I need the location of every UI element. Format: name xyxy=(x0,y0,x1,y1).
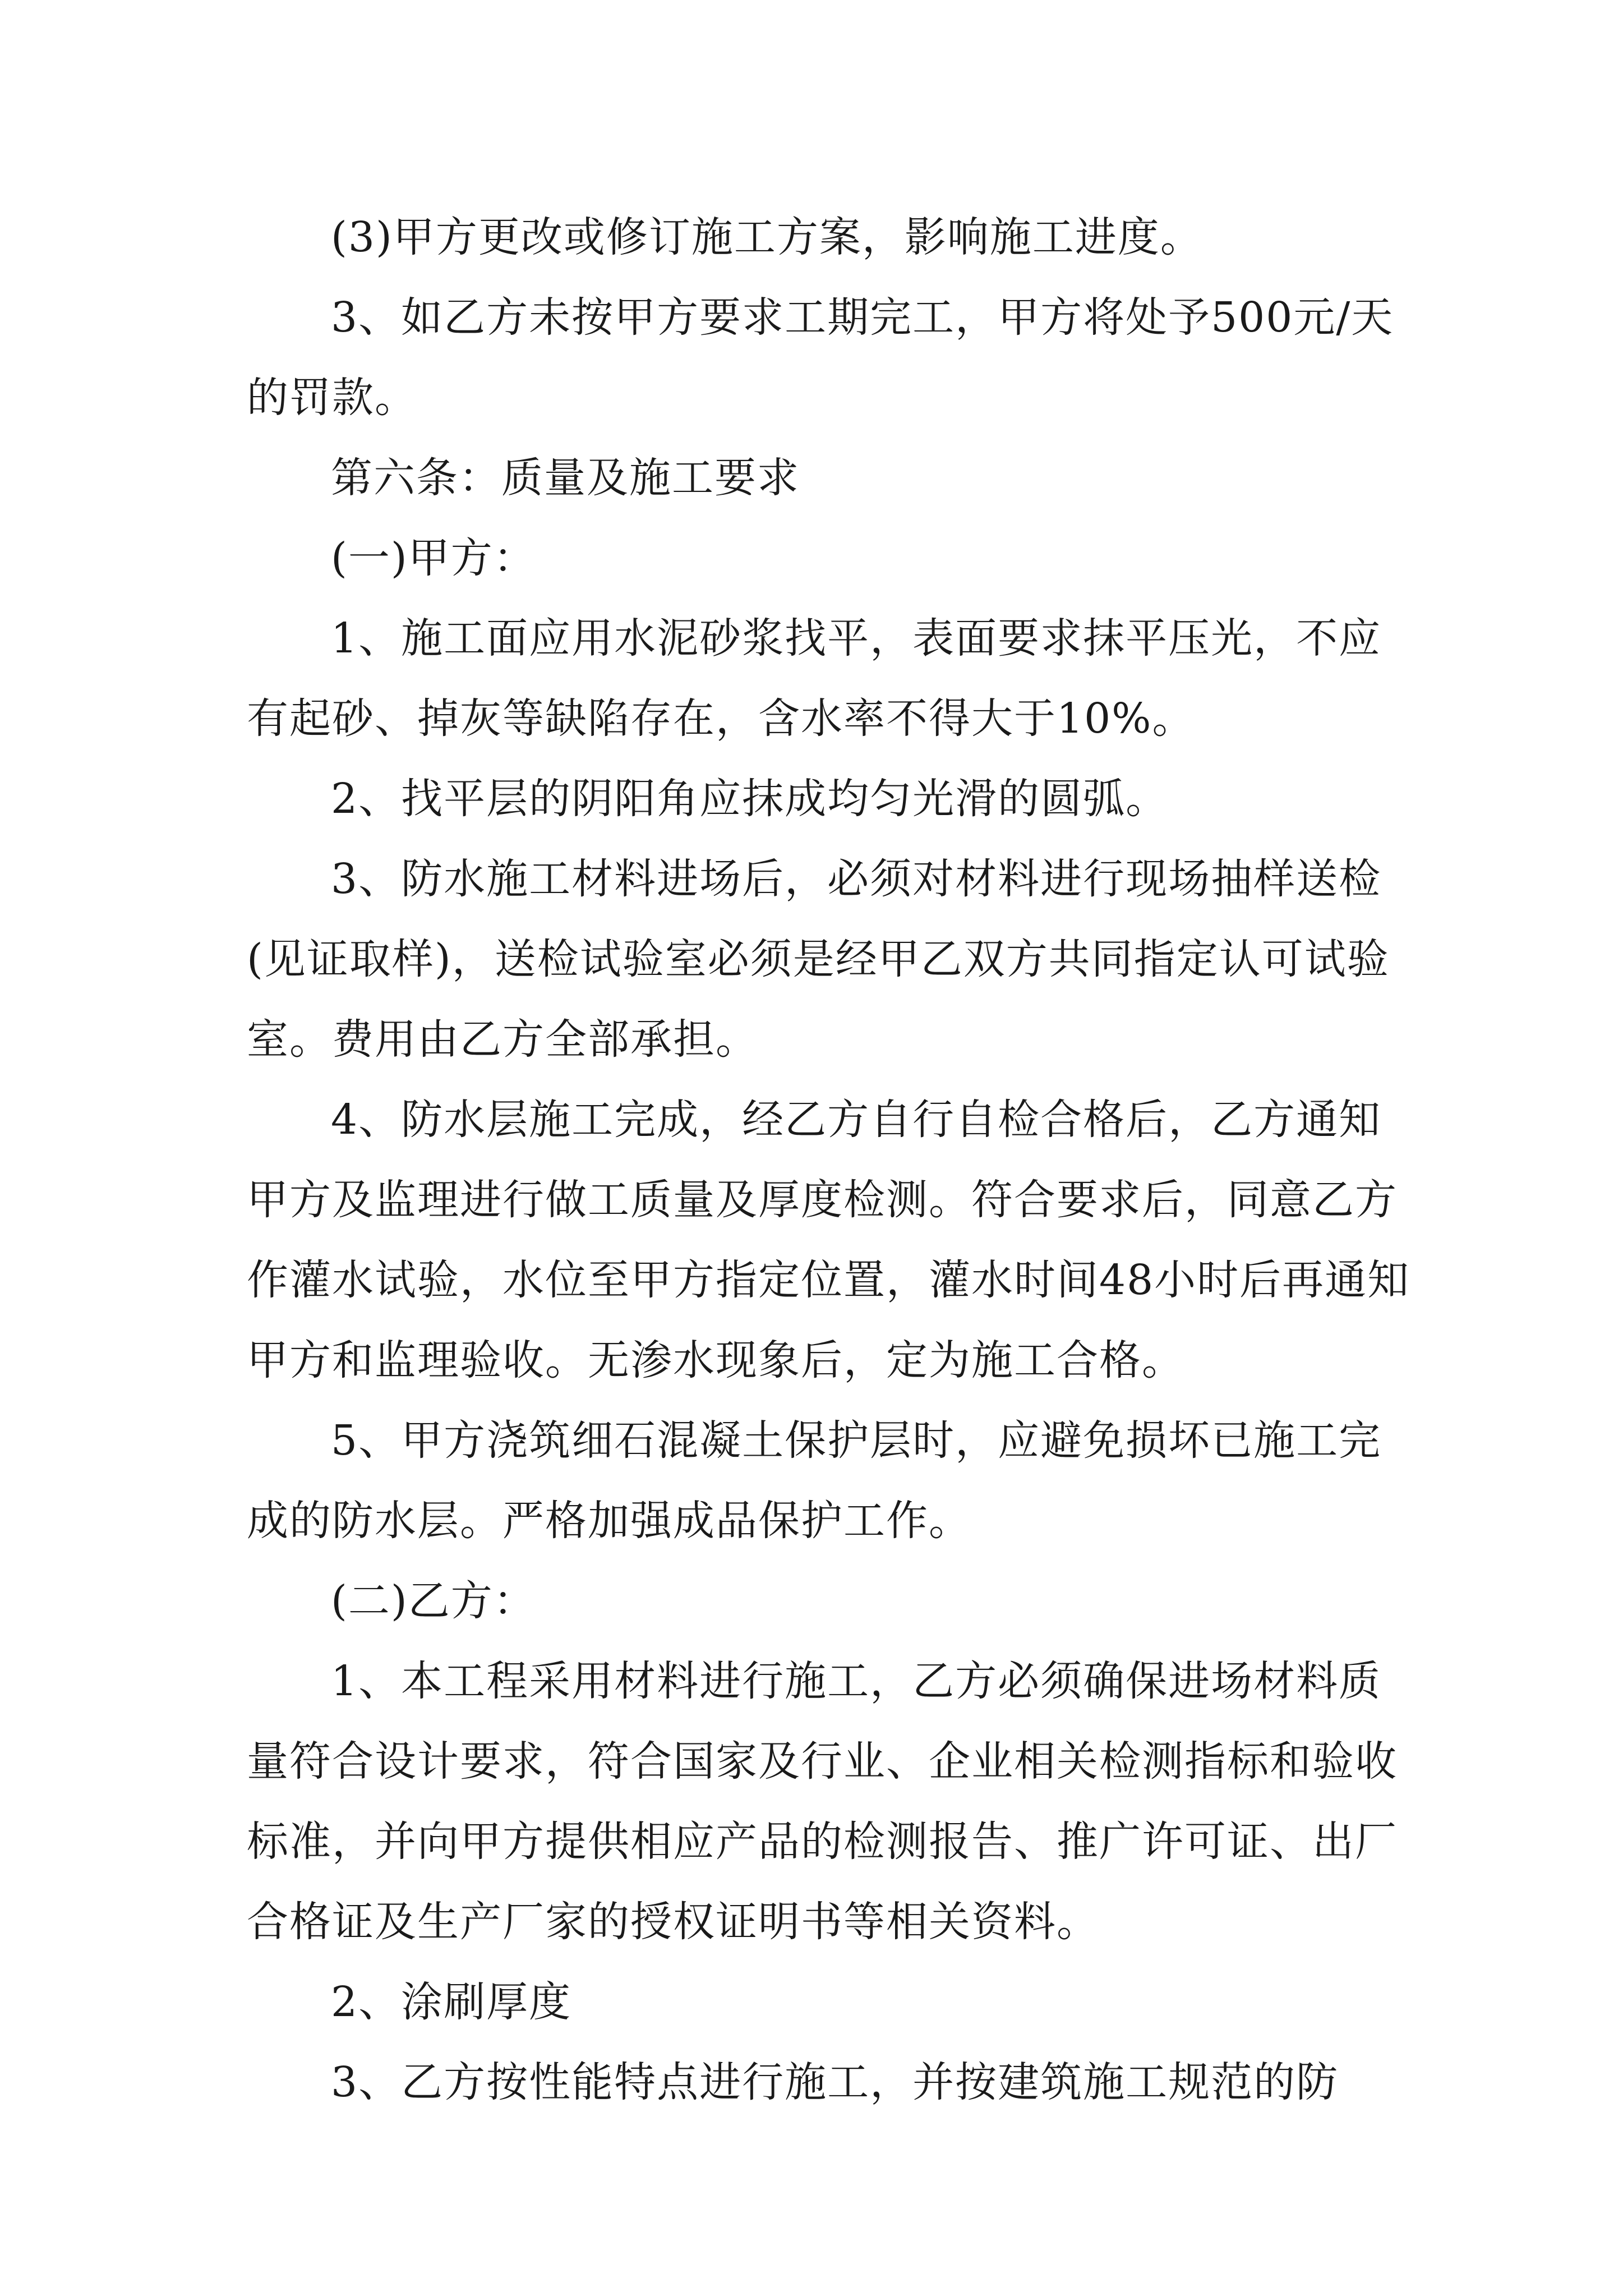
party-a-item-3: 3、防水施工材料进场后，必须对材料进行现场抽样送检(见证取样)，送检试验室必须是经甲乙双方共同指定认可试验室。费用由乙方全部承担。 xyxy=(247,855,1390,1064)
paragraph-delay-reason-3: (3)甲方更改或修订施工方案，影响施工进度。 xyxy=(331,213,1203,261)
party-b-item-2: 2、涂刷厚度 xyxy=(331,1978,572,2026)
party-a-item-4: 4、防水层施工完成，经乙方自行自检合格后，乙方通知甲方及监理进行做工质量及厚度检测。符合要求后，同意乙方作灌水试验，水位至甲方指定位置，灌水时间48小时后再通知甲方和监理验收。无渗水现象后，定为施工合格。 xyxy=(247,1096,1410,1384)
party-b-item-1: 1、本工程采用材料进行施工，乙方必须确保进场材料质量符合设计要求，符合国家及行业、企业相关检测指标和验收标准，并向甲方提供相应产品的检测报告、推广许可证、出厂合格证及生产厂家的授权证明书等相关资料。 xyxy=(247,1657,1398,1946)
party-a-item-1: 1、施工面应用水泥砂浆找平，表面要求抹平压光，不应有起砂、掉灰等缺陷存在，含水率不得大于10%。 xyxy=(247,614,1382,743)
party-a-item-5: 5、甲方浇筑细石混凝土保护层时，应避免损坏已施工完成的防水层。严格加强成品保护工作。 xyxy=(247,1416,1382,1545)
party-a-heading: (一)甲方： xyxy=(331,534,536,582)
article-six-heading: 第六条：质量及施工要求 xyxy=(331,454,800,502)
party-b-item-3: 3、乙方按性能特点进行施工，并按建筑施工规范的防 xyxy=(331,2058,1339,2106)
document-body xyxy=(247,197,1413,2123)
party-a-item-2: 2、找平层的阴阳角应抹成均匀光滑的圆弧。 xyxy=(331,775,1169,823)
paragraph-penalty-clause: 3、如乙方未按甲方要求工期完工，甲方将处予500元/天的罚款。 xyxy=(247,293,1394,422)
party-b-heading: (二)乙方： xyxy=(331,1577,536,1625)
